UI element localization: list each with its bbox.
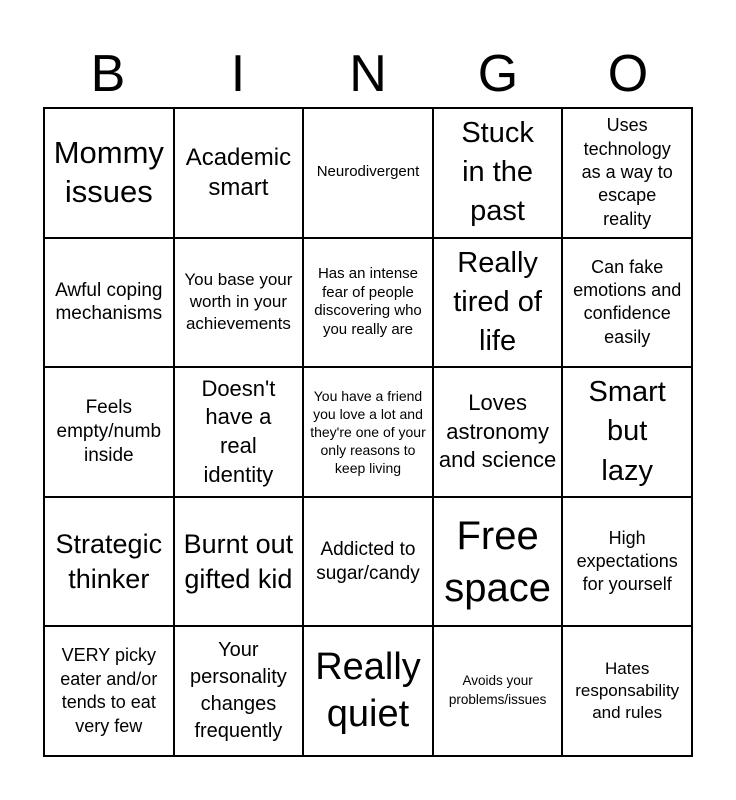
bingo-cell[interactable] — [174, 108, 304, 238]
header-letter-n: N — [349, 45, 387, 103]
cell-text: Doesn't have a real identity — [201, 375, 276, 487]
cell-text: Hates responsability and rules — [575, 659, 680, 723]
cell-text: Your personality changes frequently — [190, 639, 287, 743]
cell-text: You base your worth in your achievements — [184, 270, 293, 334]
bingo-header — [43, 40, 693, 108]
cell-text: VERY picky eater and/or tends to eat very few — [60, 645, 158, 736]
bingo-cell[interactable] — [562, 626, 692, 756]
bingo-cell[interactable] — [433, 497, 563, 627]
bingo-cell[interactable] — [44, 626, 174, 756]
bingo-cell[interactable] — [562, 238, 692, 368]
bingo-cell[interactable] — [303, 626, 433, 756]
bingo-cell[interactable] — [44, 108, 174, 238]
cell-text: Really quiet — [315, 645, 421, 736]
cell-text: Free space — [444, 513, 551, 610]
bingo-cell[interactable] — [44, 238, 174, 368]
cell-text: Smart but lazy — [588, 376, 666, 487]
bingo-cell[interactable] — [174, 497, 304, 627]
bingo-grid — [43, 107, 693, 757]
cell-text: You have a friend you love a lot and they're one of your only reasons to keep living — [310, 387, 426, 477]
cell-text: Feels empty/numb inside — [56, 397, 162, 466]
bingo-cell[interactable] — [562, 497, 692, 627]
cell-text: Neurodivergent — [316, 163, 420, 181]
bingo-cell[interactable] — [433, 238, 563, 368]
header-letter-i: I — [230, 45, 246, 103]
bingo-cell[interactable] — [44, 367, 174, 497]
cell-text: Burnt out gifted kid — [183, 528, 294, 594]
bingo-cell[interactable] — [562, 367, 692, 497]
cell-text: Awful coping mechanisms — [55, 279, 163, 325]
cell-text: Loves astronomy and science — [438, 390, 557, 473]
cell-text: High expectations for yourself — [576, 527, 678, 595]
header-letter-g: G — [477, 45, 519, 103]
cell-text: Mommy issues — [53, 135, 164, 209]
bingo-cell[interactable] — [303, 238, 433, 368]
bingo-cell[interactable] — [303, 497, 433, 627]
bingo-cell[interactable] — [303, 367, 433, 497]
cell-text: Addicted to sugar/candy — [316, 538, 420, 584]
bingo-cell[interactable] — [174, 238, 304, 368]
bingo-cell[interactable] — [562, 108, 692, 238]
bingo-cell[interactable] — [174, 367, 304, 497]
header-letter-b: B — [90, 45, 126, 103]
bingo-cell[interactable] — [433, 626, 563, 756]
cell-text: Avoids your problems/issues — [448, 673, 547, 708]
cell-text: Has an intense fear of people discovering who you really are — [314, 264, 422, 339]
bingo-cell[interactable] — [433, 108, 563, 238]
cell-text: Can fake emotions and confidence easily — [573, 256, 682, 347]
cell-text: Strategic thinker — [55, 528, 163, 594]
cell-text: Stuck in the past — [461, 117, 534, 228]
bingo-cell[interactable] — [433, 367, 563, 497]
header-letter-o: O — [607, 45, 649, 103]
bingo-cell[interactable] — [44, 497, 174, 627]
bingo-cell[interactable] — [303, 108, 433, 238]
cell-text: Really tired of life — [453, 246, 542, 357]
cell-text: Uses technology as a way to escape reality — [581, 115, 673, 229]
bingo-cell[interactable] — [174, 626, 304, 756]
cell-text: Academic smart — [185, 143, 292, 201]
